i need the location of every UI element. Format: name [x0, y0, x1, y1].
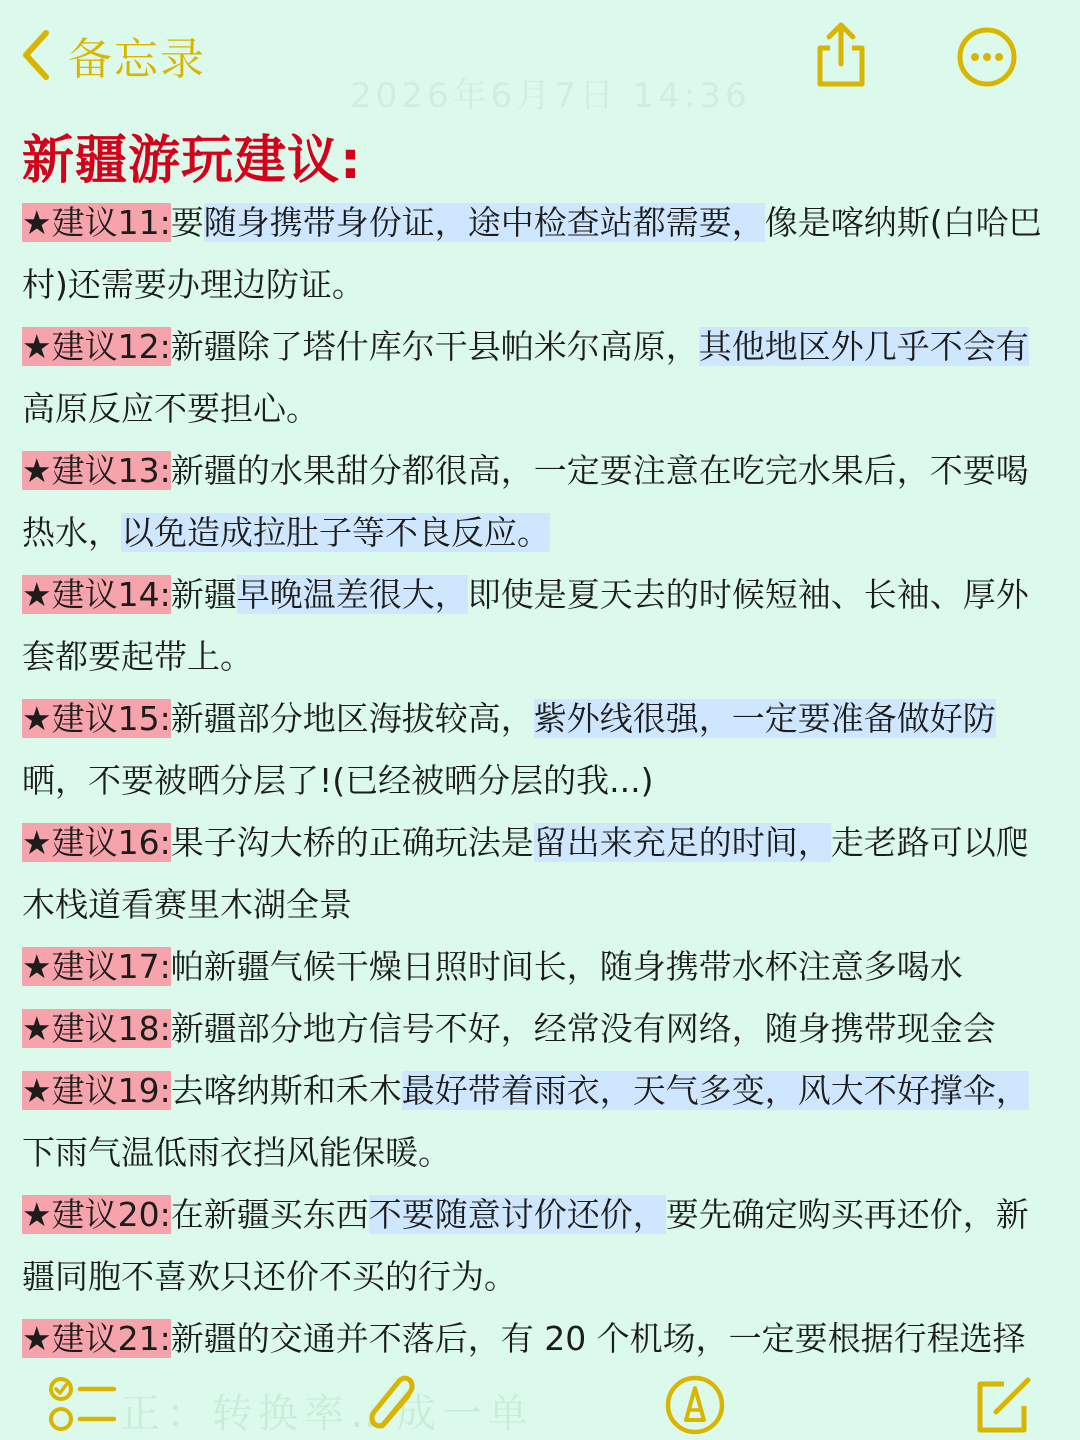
highlighted-text: 留出来充足的时间，	[533, 823, 831, 862]
body-text: 新疆的交通并不落后，有 20 个机场，一定要根据行程选择	[170, 1319, 1026, 1358]
suggestion-tag: ★建议13:	[22, 451, 171, 490]
note-item	[22, 1184, 1052, 1308]
more-button[interactable]	[956, 26, 1018, 88]
highlighted-text: 早晚温差很大，	[236, 575, 468, 614]
body-text: 晒，不要被晒分层了!(已经被晒分层的我...)	[22, 761, 654, 800]
compose-icon	[970, 1372, 1036, 1438]
checklist-button[interactable]	[48, 1376, 118, 1436]
body-text: 高原反应不要担心。	[22, 389, 319, 428]
suggestion-tag: ★建议17:	[22, 947, 171, 986]
suggestion-tag: ★建议12:	[22, 327, 171, 366]
body-text: 新疆部分地方信号不好，经常没有网络，随身携带现金会	[170, 1009, 996, 1048]
compose-button[interactable]	[970, 1372, 1036, 1440]
note-item	[22, 1060, 1052, 1184]
note-item	[22, 1308, 1052, 1370]
share-button[interactable]	[812, 20, 870, 90]
toolbar-ghost-text: 正：转换率…成一单	[120, 1391, 534, 1437]
body-text: 新疆除了塔什库尔干县帕米尔高原，	[170, 327, 699, 366]
body-text: 像是喀纳斯(白哈巴村)还需要办理边防证。	[22, 203, 1042, 304]
highlighted-text: 最好带着雨衣，天气多变，风大不好撑伞，	[401, 1071, 1029, 1110]
back-label: 备忘录	[68, 34, 206, 85]
note-item	[22, 440, 1052, 564]
body-text: 新疆部分地区海拔较高，	[170, 699, 534, 738]
note-item	[22, 998, 1052, 1060]
note-item	[22, 812, 1052, 936]
note-item	[22, 564, 1052, 688]
markup-button[interactable]	[664, 1374, 726, 1440]
highlighted-text: 其他地区外几乎不会有	[698, 327, 1029, 366]
note-item	[22, 316, 1052, 440]
bottom-toolbar	[0, 1362, 1080, 1440]
navigation-bar	[0, 0, 1080, 115]
body-text: 下雨气温低雨衣挡风能保暖。	[22, 1133, 451, 1172]
note-title: 新疆游玩建议:	[22, 131, 362, 191]
body-text: 即使是夏天去的时候短袖、长袖、厚外套都要起带上。	[22, 575, 1029, 676]
more-icon	[956, 26, 1018, 88]
chevron-left-icon	[18, 27, 52, 83]
highlighted-text: 以免造成拉肚子等不良反应。	[121, 513, 550, 552]
body-text: 走老路可以爬木栈道看赛里木湖全景	[22, 823, 1029, 924]
suggestion-tag: ★建议19:	[22, 1071, 171, 1110]
body-text: 新疆	[170, 575, 237, 614]
share-icon	[812, 20, 870, 90]
body-text: 果子沟大桥的正确玩法是	[170, 823, 534, 862]
suggestion-tag: ★建议11:	[22, 203, 171, 242]
markup-icon	[664, 1374, 726, 1436]
body-text: 帕新疆气候干燥日照时间长，随身携带水杯注意多喝水	[170, 947, 963, 986]
highlighted-text: 随身携带身份证，途中检查站都需要，	[203, 203, 765, 242]
note-date: 2026年6月7日 14:36	[350, 76, 751, 116]
attachment-button[interactable]	[362, 1368, 424, 1440]
highlighted-text: 紫外线很强，一定要准备做好防	[533, 699, 996, 738]
body-text: 在新疆买东西	[170, 1195, 369, 1234]
body-text: 要	[170, 203, 204, 242]
checklist-icon	[48, 1376, 118, 1432]
note-item	[22, 936, 1052, 998]
note-item	[22, 688, 1052, 812]
suggestion-tag: ★建议20:	[22, 1195, 171, 1234]
note-item	[22, 192, 1052, 316]
attachment-icon	[362, 1368, 424, 1436]
body-text: 去喀纳斯和禾木	[170, 1071, 402, 1110]
body-text: 要先确定购买再还价，新疆同胞不喜欢只还价不买的行为。	[22, 1195, 1029, 1296]
highlighted-text: 不要随意讨价还价，	[368, 1195, 666, 1234]
back-button[interactable]	[18, 25, 206, 85]
note-body[interactable]	[22, 192, 1052, 1370]
suggestion-tag: ★建议18:	[22, 1009, 171, 1048]
suggestion-tag: ★建议14:	[22, 575, 171, 614]
body-text: 新疆的水果甜分都很高，一定要注意在吃完水果后，不要喝热水，	[22, 451, 1029, 552]
suggestion-tag: ★建议21:	[22, 1319, 171, 1358]
suggestion-tag: ★建议15:	[22, 699, 171, 738]
suggestion-tag: ★建议16:	[22, 823, 171, 862]
